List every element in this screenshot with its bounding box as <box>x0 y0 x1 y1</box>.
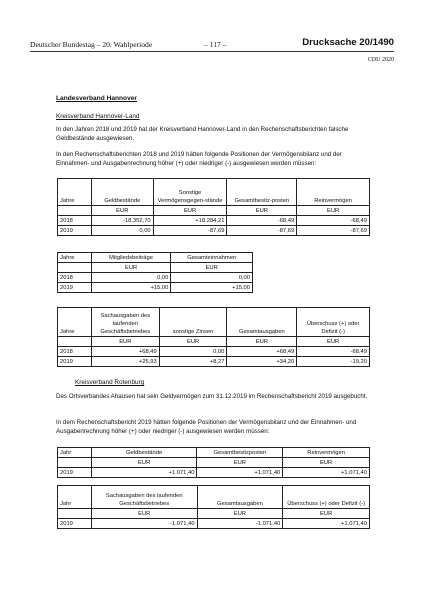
column-header: Jahre <box>58 253 92 263</box>
table-cell: 2018 <box>58 216 92 226</box>
table-cell: -87,69 <box>297 226 370 236</box>
column-header: Gesamtbesitz-posten <box>227 179 297 206</box>
column-header: Gesamtausgaben <box>227 308 297 337</box>
unit-cell: EUR <box>91 206 153 216</box>
table-row <box>58 519 370 529</box>
table-cell: +68,49 <box>227 347 297 357</box>
table-cell: -87,69 <box>153 226 227 236</box>
table-cell: -19,20 <box>297 357 370 367</box>
table-header-row <box>58 179 370 206</box>
column-header: sonstige Zinsen <box>159 308 227 337</box>
unit-cell: EUR <box>91 458 197 468</box>
table-cell: 0,00 <box>91 273 171 283</box>
table-cell: -18.352,70 <box>91 216 153 226</box>
column-header: Reinvermögen <box>283 448 370 458</box>
paragraph: In den Rechenschaftsberichten 2018 und 2019 hätten folgende Positionen der Vermögensbilanz und der Einnahmen- und Ausgabenrechnung höher (+) oder niedriger (-) ausgewiesen werden müssen: <box>56 151 342 167</box>
unit-cell: EUR <box>153 206 227 216</box>
table-cell: +68,49 <box>91 347 159 357</box>
table-einnahmen <box>57 252 253 293</box>
column-header: Jahre <box>58 179 92 206</box>
table-header-row <box>58 253 253 263</box>
table-row <box>58 283 253 293</box>
party-tag: CDU 2020 <box>367 57 394 63</box>
table-rotenburg-vermoegen <box>57 447 370 478</box>
column-header: Gesamteinnahmen <box>171 253 253 263</box>
table-rotenburg-ausgaben <box>57 485 370 529</box>
table-row <box>58 273 253 283</box>
table-cell: 2019 <box>58 357 92 367</box>
unit-cell: EUR <box>171 263 253 273</box>
table-cell: 0,00 <box>159 347 227 357</box>
table-cell: +15,00 <box>91 283 171 293</box>
table-header-row <box>58 308 370 337</box>
table-cell: +1.071,40 <box>197 468 283 478</box>
column-header: Jahr <box>58 448 92 458</box>
column-header: Gesamtausgaben <box>197 486 283 509</box>
paragraph: In den Jahren 2018 und 2019 hat der Kreisverband Hannover-Land in den Rechenschaftsberichten falsche Geldbestände ausgewiesen. <box>56 126 349 142</box>
table-cell: +8,27 <box>159 357 227 367</box>
unit-cell: EUR <box>197 458 283 468</box>
table-row <box>58 347 370 357</box>
table-cell: -1.071,40 <box>197 519 283 529</box>
column-header: Geldbestände <box>91 448 197 458</box>
table-cell: 2019 <box>58 468 92 478</box>
table-cell: 2019 <box>58 283 92 293</box>
table-cell: -1.071,40 <box>91 519 197 529</box>
column-header: Überschuss (+) oder Defizit (-) <box>283 486 370 509</box>
table-ausgaben <box>57 307 370 367</box>
column-header: Sachausgaben des laufenden Geschäftsbetriebes <box>91 308 159 337</box>
unit-cell: EUR <box>283 458 370 468</box>
unit-cell: EUR <box>297 206 370 216</box>
column-header: Sachausgaben des laufenden Geschäftsbetriebes <box>91 486 197 509</box>
unit-cell <box>58 206 92 216</box>
table-row <box>58 216 370 226</box>
paragraph: In dem Rechenschaftsbericht 2019 hätten folgende Positionen der Vermögensbilanz und der Einnahmen- und Ausgabenrechnung höher (+) oder niedriger (-) ausgewiesen werden müssen: <box>56 419 357 435</box>
table-cell: -68,49 <box>227 216 297 226</box>
table-cell: -68,49 <box>297 347 370 357</box>
unit-cell: EUR <box>91 263 171 273</box>
unit-cell: EUR <box>91 337 159 347</box>
table-vermoegensbilanz <box>57 178 370 236</box>
table-cell: 2019 <box>58 519 92 529</box>
column-header: Geldbestände <box>91 179 153 206</box>
table-cell: 0,00 <box>171 273 253 283</box>
table-unit-row <box>58 263 253 273</box>
subsection-title-hannover-land: Kreisverband Hannover-Land <box>56 113 140 120</box>
column-header: Reinvermögen <box>297 179 370 206</box>
section-title: Landesverband Hannover <box>56 95 137 102</box>
table-cell: +25,93 <box>91 357 159 367</box>
table-cell: +1.071,40 <box>283 519 370 529</box>
table-row <box>58 226 370 236</box>
table-unit-row <box>58 458 370 468</box>
header-rule <box>30 51 394 52</box>
table-cell: 2018 <box>58 273 92 283</box>
table-row <box>58 357 370 367</box>
table-unit-row <box>58 509 370 519</box>
table-unit-row <box>58 206 370 216</box>
table-cell: +1.071,40 <box>283 468 370 478</box>
table-row <box>58 468 370 478</box>
column-header: Jahr <box>58 486 92 509</box>
column-header: Überschuss (+) oder Defizit (-) <box>297 308 370 337</box>
column-header: Mitgliedsbeiträge <box>91 253 171 263</box>
unit-cell: EUR <box>297 337 370 347</box>
unit-cell: EUR <box>159 337 227 347</box>
unit-cell <box>58 509 92 519</box>
column-header: Sonstige Vermögensgegen-stände <box>153 179 227 206</box>
table-cell: -87,69 <box>227 226 297 236</box>
unit-cell <box>58 263 92 273</box>
column-header: Gesamtbesitzposten <box>197 448 283 458</box>
subsection-title-rotenburg: Kreisverband Rotenburg <box>75 379 145 386</box>
table-cell: 2018 <box>58 347 92 357</box>
unit-cell: EUR <box>197 509 283 519</box>
table-cell: +18.284,21 <box>153 216 227 226</box>
table-header-row <box>58 486 370 509</box>
unit-cell: EUR <box>227 206 297 216</box>
unit-cell <box>58 458 92 468</box>
table-cell: 2019 <box>58 226 92 236</box>
column-header: Jahre <box>58 308 92 337</box>
page-number: – 117 – <box>204 40 227 49</box>
table-cell: +15,00 <box>171 283 253 293</box>
unit-cell: EUR <box>91 509 197 519</box>
header-left: Deutscher Bundestag – 20. Wahlperiode <box>30 40 153 49</box>
table-cell: +34,20 <box>227 357 297 367</box>
unit-cell: EUR <box>283 509 370 519</box>
paragraph: Des Ortsverbandes Ahausen hat sein Geldvermögen zum 31.12.2019 im Rechenschaftsbericht 2019 ausgebucht. <box>56 393 368 400</box>
unit-cell <box>58 337 92 347</box>
table-cell: 0,00 <box>91 226 153 236</box>
table-cell: +1.071,40 <box>91 468 197 478</box>
table-header-row <box>58 448 370 458</box>
table-unit-row <box>58 337 370 347</box>
unit-cell: EUR <box>227 337 297 347</box>
document-number: Drucksache 20/1490 <box>302 37 394 48</box>
table-cell: -68,49 <box>297 216 370 226</box>
